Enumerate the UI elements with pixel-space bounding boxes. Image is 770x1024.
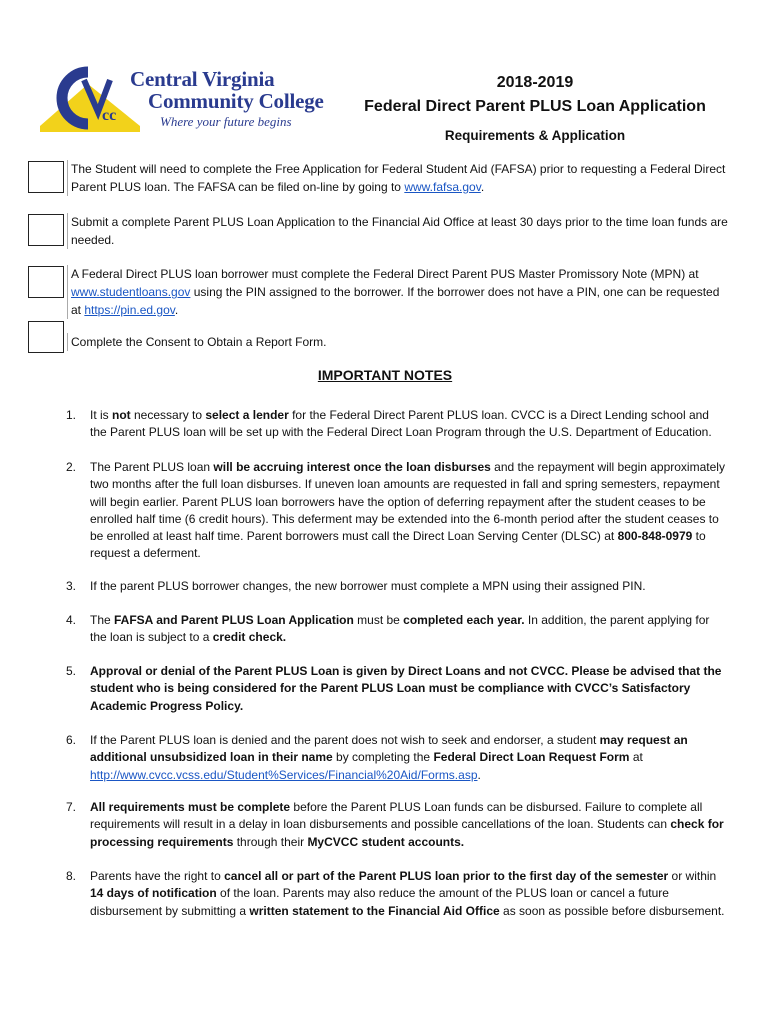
note-text-part: of the loan. Parents may also reduce the amount of the PLUS loan or cancel a future disbursement by submitting a [90, 886, 669, 918]
note-text-part: Parents have the right to [90, 869, 225, 883]
note-bold-text: FAFSA and Parent PLUS Loan Application [114, 613, 354, 627]
checkbox[interactable] [28, 321, 64, 353]
pin-link[interactable]: https://pin.ed.gov [84, 303, 175, 317]
note-bold-text: 14 days of notification [90, 886, 217, 901]
fafsa-link[interactable]: www.fafsa.gov [404, 180, 481, 194]
note-bold-text: All requirements must be complete [90, 800, 291, 814]
checklist-text [67, 265, 731, 319]
title-block [350, 72, 720, 143]
checklist-text-part: Submit a complete Parent PLUS Loan Application to the Financial Aid Office at least 30 days prior to the time loan funds are needed. [71, 215, 728, 247]
checklist-text-part: . [480, 180, 485, 194]
note-number: 4. [66, 613, 77, 627]
studentloans-link[interactable]: www.studentloans.gov [71, 285, 191, 299]
note-text-part: The Parent PLUS loan [90, 460, 214, 474]
note-bold-text: written statement to the Financial Aid Office [249, 903, 500, 918]
note-number: 3. [66, 579, 77, 593]
page-title: Federal Direct Parent PLUS Loan Application [364, 98, 706, 115]
checklist-text [67, 160, 731, 196]
note-bold-text: MyCVCC student accounts. [307, 834, 465, 849]
note-text-part: It is [90, 408, 113, 422]
note-text-part: The [90, 613, 115, 627]
checklist-text-part: . [174, 303, 179, 317]
checklist-text-part: Complete the Consent to Obtain a Report Form. [71, 335, 327, 349]
note-bold-text: Federal Direct Loan Request Form [433, 750, 630, 765]
note-bold-text: Approval or denial of the Parent PLUS Loan is given by Direct Loans and not CVCC. Please be advised that the student who is being considered for the Parent PLUS Loan must be compliance with CVCC’s Satisfactory Academic Progress Policy. [90, 664, 722, 713]
note-text [90, 868, 726, 920]
checklist-text [67, 213, 731, 249]
note-text [90, 459, 726, 563]
note-text-part: before the Parent PLUS Loan funds can be disbursed. Failure to complete all requirements will result in a delay in loan disbursements and possible cancellations of the loan. Students can [90, 800, 703, 832]
note-text-part: for the Federal Direct Parent PLUS loan. CVCC is a Direct Lending school and the Parent PLUS loan will be set up with the Federal Direct Loan Program through the U.S. Department of Education. [90, 408, 712, 440]
note-text-part: at [629, 750, 643, 765]
checkbox[interactable] [28, 266, 64, 298]
loan-request-form-link[interactable]: http://www.cvcc.vcss.edu/Student%Services/Financial%20Aid/Forms.asp [90, 767, 478, 782]
note-text-part: by completing the [332, 750, 434, 765]
svg-text:cc: cc [102, 107, 117, 124]
note-text-part: If the Parent PLUS loan is denied and the parent does not wish to seek and endorser, a student [90, 733, 600, 747]
note-text-part: and the repayment will begin approximately two months after the full loan disburses. If uneven loan amounts are requested in fall and spring semesters, repayment will begin earlier. Parent PLUS loan borrowers have the option of deferring repayment after the student ceases to be enrolled half time (6 credit hours). This deferment may be extended into the 6-month period after the student ceases to be enrolled at least half time. Parent borrowers must call the Direct Loan Serving Center (DLSC) at [90, 460, 725, 544]
checklist-text-part: The Student will need to complete the Free Application for Federal Student Aid (FAFSA) prior to requesting a Federal Direct Parent PLUS loan. The FAFSA can be filed on-line by going to [71, 162, 726, 194]
note-text-part: In addition, the parent applying for the loan is subject to a [90, 613, 710, 645]
note-bold-text: select a lender [205, 408, 289, 422]
note-number: 1. [66, 408, 77, 422]
note-bold-text: may request an additional unsubsidized loan in their name [90, 733, 688, 765]
note-bold-text: not [112, 408, 131, 422]
logo-line-2: Community College [148, 89, 324, 113]
note-bold-text: cancel all or part of the Parent PLUS loan prior to the first day of the semester [224, 869, 669, 883]
note-text [90, 799, 726, 851]
checklist-text-part: A Federal Direct PLUS loan borrower must complete the Federal Direct Parent PUS Master Promissory Note (MPN) at [71, 267, 699, 281]
note-number: 6. [66, 733, 77, 747]
note-text-part: . [477, 767, 481, 782]
award-year: 2018-2019 [496, 74, 574, 91]
note-number: 7. [66, 800, 77, 814]
logo-line-1: Central Virginia [130, 67, 275, 91]
checklist-text-part: using the PIN assigned to the borrower. If the borrower does not have a PIN, one can be requested at [71, 285, 720, 317]
checkbox[interactable] [28, 161, 64, 193]
note-text [90, 612, 726, 647]
note-text-part: necessary to [130, 408, 206, 422]
note-text [90, 663, 726, 715]
note-text [90, 578, 726, 595]
note-bold-text: 800-848-0979 [617, 529, 693, 544]
note-text-part: to request a deferment. [90, 529, 706, 561]
logo-wordmark [130, 68, 324, 130]
note-bold-text: check for processing requirements [90, 817, 724, 849]
note-text [90, 732, 726, 784]
note-number: 8. [66, 869, 77, 883]
page-subtitle: Requirements & Application [444, 128, 626, 143]
note-number: 5. [66, 664, 77, 678]
checkbox[interactable] [28, 214, 64, 246]
note-text-part: through their [233, 834, 308, 849]
note-text-part: must be [353, 613, 404, 627]
note-text-part: as soon as possible before disbursement. [499, 903, 725, 918]
note-text [90, 407, 726, 442]
cvcc-logo [40, 66, 330, 146]
note-number: 2. [66, 460, 77, 474]
note-bold-text: completed each year. [403, 613, 525, 627]
logo-tagline: Where your future begins [160, 114, 292, 129]
note-bold-text: will be accruing interest once the loan disburses [213, 460, 491, 474]
notes-heading: IMPORTANT NOTES [317, 367, 453, 383]
checklist-text [67, 333, 731, 351]
note-text-part: or within [668, 869, 717, 883]
cvcc-monogram-icon [40, 66, 140, 146]
note-text-part: If the parent PLUS borrower changes, the new borrower must complete a MPN using their assigned PIN. [90, 579, 646, 593]
note-bold-text: credit check. [212, 630, 287, 645]
